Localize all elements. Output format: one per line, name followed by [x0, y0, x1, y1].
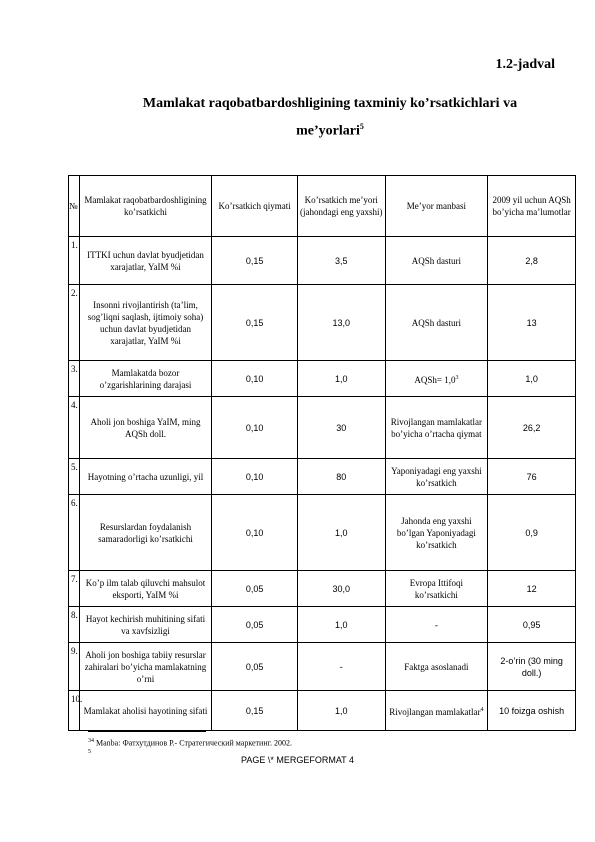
row-value: 0,05	[212, 571, 298, 607]
row-value: 0,15	[212, 237, 298, 285]
header-value: Ko’rsatkich qiymati	[212, 176, 298, 237]
page-number-field: PAGE \* MERGEFORMAT 4	[240, 755, 355, 765]
table-row	[69, 607, 576, 643]
row-num: 5.	[69, 459, 80, 495]
footnote-text: Manba: Фатхутдинов Р.- Стратегический маркетинг. 2002.	[94, 738, 292, 748]
row-source: AQSh= $1,0^3$	[385, 361, 488, 397]
table-row	[69, 397, 576, 459]
row-num: 7.	[69, 571, 80, 607]
row-num: 4.	[69, 397, 80, 459]
header-norm: Ko’rsatkich me’yori (jahondagi eng yaxshi)	[297, 176, 385, 237]
row-value: 0,10	[212, 495, 298, 571]
source-footnote-mark: 3	[455, 374, 459, 381]
table-row	[69, 361, 576, 397]
table-row	[69, 285, 576, 361]
row-source: Jahonda eng yaxshi bo’lgan Yaponiyadagi ko’rsatkich	[385, 495, 488, 571]
row-indicator: ITTKI uchun davlat byudjetidan xarajatlar, YaIM %i	[79, 237, 212, 285]
footnote-mark: 34	[88, 738, 94, 744]
row-norm: 30,0	[297, 571, 385, 607]
row-source: Yaponiyadagi eng yaxshi ko’rsatkich	[385, 459, 488, 495]
table-header-row	[69, 176, 576, 237]
row-num: 2.	[69, 285, 80, 361]
footnote-2-mark: 5	[88, 749, 91, 755]
row-norm: 3,5	[297, 237, 385, 285]
table-row	[69, 495, 576, 571]
row-norm: 1,0	[297, 361, 385, 397]
row-value: 0,15	[212, 691, 298, 731]
row-value: 0,10	[212, 361, 298, 397]
row-value: 0,05	[212, 607, 298, 643]
row-num: 9.	[69, 643, 80, 691]
row-num: 6.	[69, 495, 80, 571]
table-row	[69, 571, 576, 607]
row-norm: 30	[297, 397, 385, 459]
row-indicator: Insonni rivojlantirish (ta’lim, sog’liqni saqlash, ijtimoiy soha) uchun davlat byudjetidan xarajatlar, YaIM %i	[79, 285, 212, 361]
row-norm: 1,0	[297, 691, 385, 731]
row-value: 0,15	[212, 285, 298, 361]
row-num: 10.	[69, 691, 80, 731]
footnote	[88, 736, 292, 749]
row-indicator: Resurslardan foydalanish samaradorligi ko’rsatkichi	[79, 495, 212, 571]
row-indicator: Aholi jon boshiga YaIM, ming AQSh doll.	[79, 397, 212, 459]
row-value: 0,05	[212, 643, 298, 691]
row-2009: 13	[488, 285, 576, 361]
row-indicator: Mamlakatda bozor o’zgarishlarining darajasi	[79, 361, 212, 397]
title-footnote-mark: 5	[359, 122, 364, 131]
row-indicator: Hayotning o’rtacha uzunligi, yil	[79, 459, 212, 495]
row-indicator: Mamlakat aholisi hayotining sifati	[79, 691, 212, 731]
row-value: 0,10	[212, 397, 298, 459]
row-norm: 1,0	[297, 495, 385, 571]
row-2009: 10 foizga oshish	[488, 691, 576, 731]
row-source: AQSh dasturi	[385, 237, 488, 285]
table-row	[69, 643, 576, 691]
row-norm: 80	[297, 459, 385, 495]
header-indicator: Mamlakat raqobatbardoshligining ko’rsatkichi	[79, 176, 212, 237]
header-2009: 2009 yil uchun AQSh bo’yicha ma’lumotlar	[488, 176, 576, 237]
row-2009: 26,2	[488, 397, 576, 459]
row-2009: 0,95	[488, 607, 576, 643]
source-footnote-mark: 4	[480, 706, 484, 713]
title-line-2: me’yorlari	[296, 123, 360, 139]
header-num: №	[69, 176, 80, 237]
row-2009: 2-o’rin (30 ming doll.)	[488, 643, 576, 691]
row-norm: -	[297, 643, 385, 691]
row-indicator: Aholi jon boshiga tabiiy resurslar zahiralari bo’yicha mamlakatning o’rni	[79, 643, 212, 691]
row-num: 3.	[69, 361, 80, 397]
footnote-separator	[88, 731, 206, 732]
row-2009: 12	[488, 571, 576, 607]
page-title	[60, 92, 595, 143]
row-num: 1.	[69, 237, 80, 285]
title-line-1: Mamlakat raqobatbardoshligining taxminiy ko’rsatkichlari va	[142, 96, 518, 111]
row-norm: 13,0	[297, 285, 385, 361]
row-source: Faktga asoslanadi	[385, 643, 488, 691]
row-2009: 1,0	[488, 361, 576, 397]
row-source: -	[385, 607, 488, 643]
row-value: 0,10	[212, 459, 298, 495]
row-norm: 1,0	[297, 607, 385, 643]
table-label: 1.2-jadval	[495, 57, 555, 72]
header-source: Me’yor manbasi	[385, 176, 488, 237]
table-row	[69, 691, 576, 731]
row-2009: 76	[488, 459, 576, 495]
row-source: Rivojlangan mamlakatlar bo’yicha o’rtacha qiymat	[385, 397, 488, 459]
row-source: AQSh dasturi	[385, 285, 488, 361]
row-2009: 0,9	[488, 495, 576, 571]
table-row	[69, 459, 576, 495]
indicators-table	[68, 175, 576, 731]
row-source: Evropa Ittifoqi ko’rsatkichi	[385, 571, 488, 607]
row-2009: 2,8	[488, 237, 576, 285]
row-indicator: Hayot kechirish muhitining sifati va xavfsizligi	[79, 607, 212, 643]
row-indicator: Ko’p ilm talab qiluvchi mahsulot eksporti, YaIM %i	[79, 571, 212, 607]
row-source: Rivojlangan mamlakatlar$^4$	[385, 691, 488, 731]
table-row	[69, 237, 576, 285]
row-num: 8.	[69, 607, 80, 643]
